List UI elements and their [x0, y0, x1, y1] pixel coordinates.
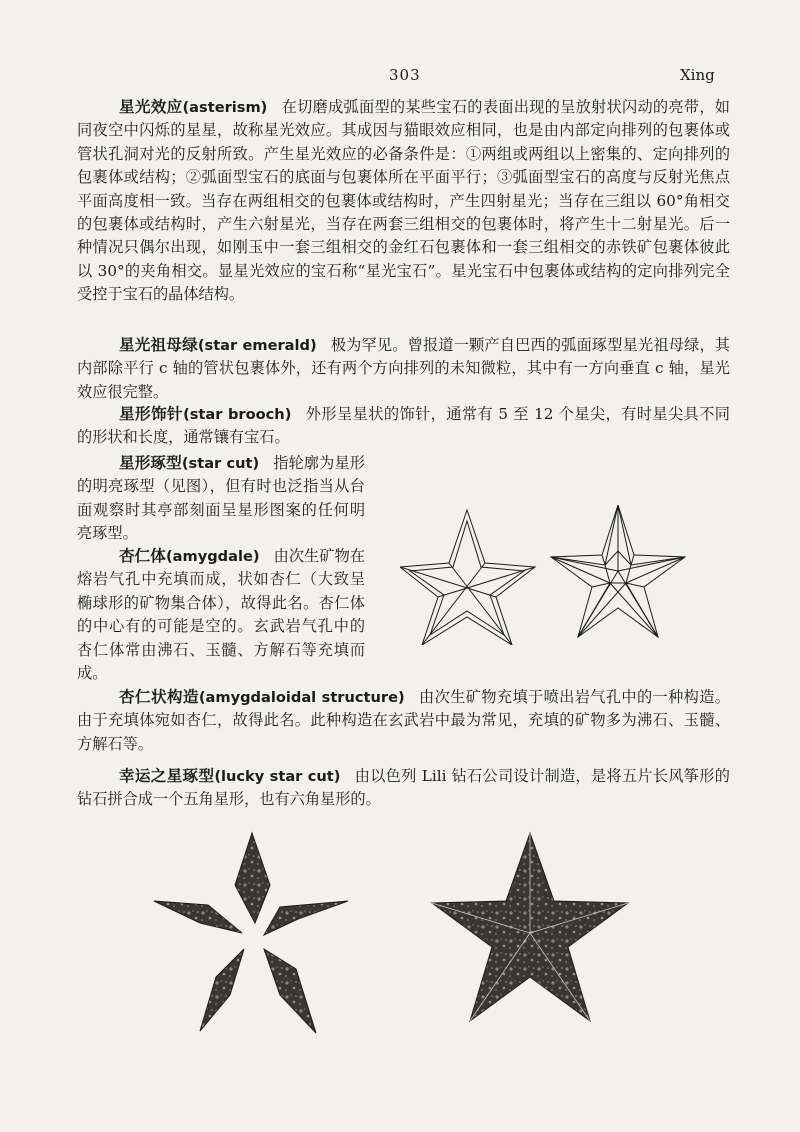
star-outline-inner [410, 521, 524, 635]
entry-body: 在切磨成弧面型的某些宝石的表面出现的呈放射状闪动的亮带，如同夜空中闪烁的星星，故称星光效应。其成因与猫眼效应相同，也是由内部定向排列的包裹体或管状孔洞对光的反射所致。产生星光效应的必备条件是：①两组或两组以上密集的、定向排列的包裹体或结构；②弧面型宝石的底面与包裹体所在平面平行；③弧面型宝石的高度与反射光焦点平面高度相一致。当存在两组相交的包裹体或结构时，产生四射星光；当存在三组以 60°角相交的包裹体或结构时，产生六射星光，当存在两套三组相交的包裹体时，将产生十二射星光。后一种情况只偶尔出现，如刚玉中一套三组相交的金红石包裹体和一套三组相交的赤铁矿包裹体彼此以 30°的夹角相交。显星光效应的宝石称“星光宝石”。星光宝石中包裹体或结构的定向排列完全受控于宝石的晶体结构。 [77, 98, 730, 304]
kite-lower-right [264, 949, 316, 1033]
entry-term: 杏仁状构造 [119, 688, 199, 706]
kite-left [154, 901, 242, 933]
entry-term-en: (star emerald) [197, 337, 317, 354]
entry-term: 星光效应 [119, 98, 183, 116]
entry-term-en: (amygdale) [165, 548, 260, 565]
star-line [449, 563, 512, 645]
entry-body: 指轮廓为星形的明亮琢型（见图），但有时也泛指当从台面观察时其亭部刻面呈星形图案的任何明亮琢型。 [77, 454, 365, 543]
entry-body: 由次生矿物充填于喷出岩气孔中的一种构造。由于充填体宛如杏仁，故得此名。此种构造在玄武岩中最为常见，充填的矿物多为沸石、玉髓、方解石等。 [77, 688, 730, 753]
entry-term-en: (lucky star cut) [214, 768, 341, 785]
entry-body: 外形呈星状的饰针，通常有 5 至 12 个星尖，有时星尖具不同的形状和长度，通常镶有宝石。 [77, 405, 730, 447]
entry-star-cut [77, 452, 365, 546]
star-facet-lines [551, 505, 685, 637]
entry-star-emerald [77, 334, 730, 404]
entry-term-en: (asterism) [182, 99, 268, 116]
entry-term-en: (star brooch) [183, 406, 292, 423]
entry-star-brooch [77, 403, 730, 450]
joined-star-facets [432, 833, 628, 1021]
entry-body: 由以色列 Lili 钻石公司设计制造，是将五片长风筝形的钻石拼合成一个五角星形，也有六角星形的。 [77, 767, 730, 809]
lucky-star-figure [130, 825, 670, 1055]
star-line [400, 567, 496, 597]
lucky-star-kites [154, 833, 348, 1033]
kite-lower-left [200, 949, 244, 1031]
entry-amygdale [77, 545, 365, 685]
star-line [422, 563, 485, 645]
entry-lucky-star-cut [77, 765, 730, 812]
entry-term-en: (star cut) [181, 455, 260, 472]
entry-term: 幸运之星琢型 [119, 767, 215, 785]
entry-body: 由次生矿物在熔岩气孔中充填而成，状如杏仁（大致呈椭球形的矿物集合体），故得此名。杏仁体的中心有的可能是空的。玄武岩气孔中的杏仁体常由沸石、玉髓、方解石等充填而成。 [77, 547, 366, 683]
kite-top [235, 833, 270, 923]
running-head: Xing [680, 66, 715, 84]
star-line [438, 567, 535, 597]
entry-asterism [77, 96, 730, 307]
star-cut-figure [400, 505, 740, 645]
entry-amygdaloidal-structure [77, 686, 730, 756]
lucky-star-joined [432, 833, 628, 1021]
entry-body: 极为罕见。曾报道一颗产自巴西的弧面琢型星光祖母绿，其内部除平行 c 轴的管状包裹体外，还有两个方向排列的未知微粒，其中有一方向垂直 c 轴，星光效应很完整。 [77, 336, 730, 401]
entry-term: 星光祖母绿 [119, 336, 198, 354]
entry-term: 星形琢型 [119, 454, 182, 472]
entry-term-en: (amygdaloidal structure) [198, 689, 405, 706]
entry-term: 星形饰针 [119, 405, 184, 423]
page-number: 303 [389, 66, 421, 84]
kite-right [264, 901, 348, 935]
entry-term: 杏仁体 [119, 547, 166, 565]
